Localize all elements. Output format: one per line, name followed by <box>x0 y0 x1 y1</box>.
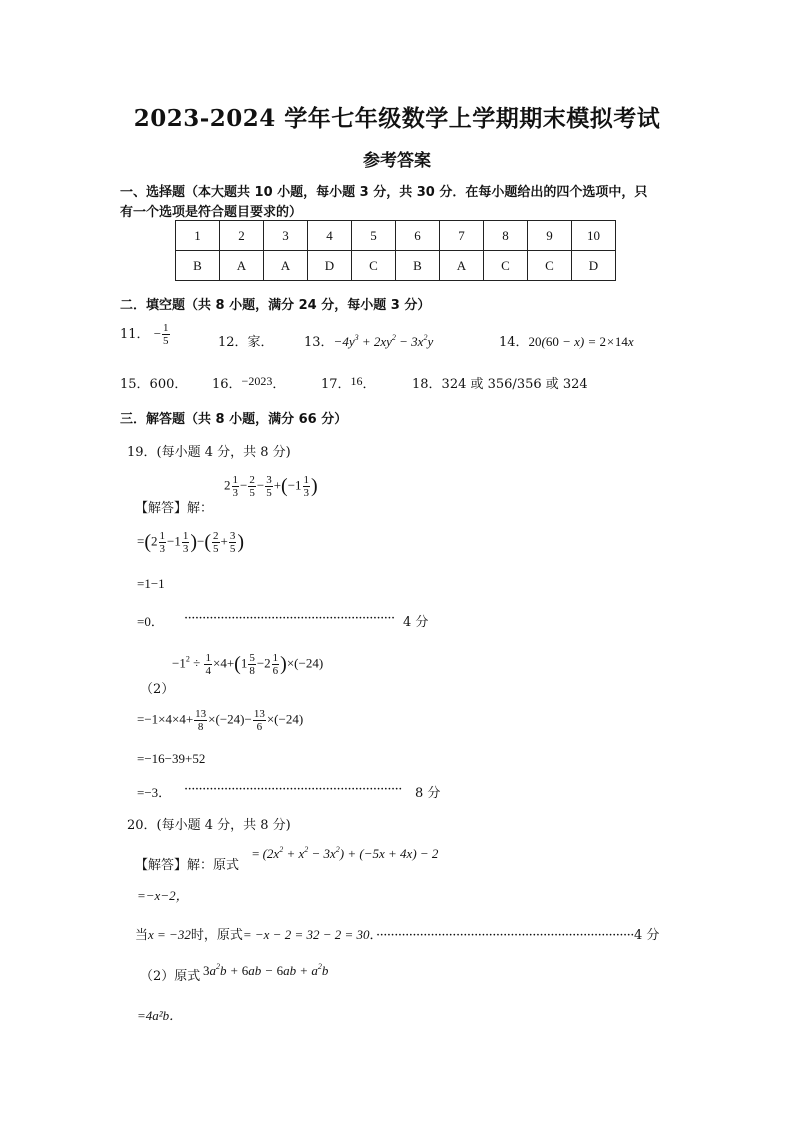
page-title: 2023-2024 学年七年级数学上学期期末模拟考试 <box>133 105 661 132</box>
q16-value: −2023 <box>241 374 273 388</box>
q19-line-4: =0． <box>137 614 164 629</box>
q12-answer: 12．家． <box>218 335 274 350</box>
section3-heading: 三．解答题（共 8 小题，满分 66 分） <box>120 412 348 427</box>
q19-score-1: 4 分 <box>403 615 429 630</box>
q19-part2-label: （2） <box>140 682 175 697</box>
q11-sign: − <box>153 326 162 341</box>
q20-expression-2: $3a^2b + 6ab - 6ab + a^2b$ <box>203 962 329 978</box>
q15-answer: 15．600． <box>120 377 188 392</box>
q19-line-6: =−1×4×4+ $\frac{13}{8}$ ×(−24)− $\frac{13}{6}$ ×(−24) <box>137 708 304 733</box>
q17-label: 17． <box>321 377 351 392</box>
q20-when: 当 <box>135 928 149 943</box>
q20-final: =4a²b． <box>137 1008 183 1023</box>
q19-heading: 19．(每小题 4 分，共 8 分) <box>127 445 291 460</box>
q17-value: 16 <box>350 374 363 388</box>
q20-part2-label: （2）原式 <box>140 969 201 984</box>
q20-when2: 时，原式 <box>190 928 243 943</box>
q13-expression: $-4y^3 + 2xy^2 - 3x^2y$ <box>333 333 434 349</box>
q16-answer: 16．−2023． <box>212 374 286 392</box>
q19-line-3: =1−1 <box>137 576 165 591</box>
q20-solve-label: 【解答】解：原式 <box>135 858 240 873</box>
table-cell: 2 <box>220 221 264 251</box>
q19-score-leader-1: ·························································· <box>184 611 395 626</box>
q11-label: 11． <box>120 327 150 342</box>
q11-answer <box>120 322 171 347</box>
q14-answer <box>499 331 634 350</box>
table-cell: 10 <box>572 221 616 251</box>
table-cell: A <box>440 251 484 281</box>
table-cell: C <box>352 251 396 281</box>
q19-score-2: 8 分 <box>415 786 441 801</box>
table-cell: 9 <box>528 221 572 251</box>
q13-label: 13． <box>304 335 334 350</box>
q11-fraction <box>162 322 170 347</box>
table-cell: D <box>572 251 616 281</box>
q13-answer <box>304 331 433 350</box>
section1-heading-line2: 有一个选项是符合题目要求的） <box>120 205 303 220</box>
q19-score-leader-2: ···························································· <box>184 782 402 797</box>
q14-label: 14． <box>499 335 529 350</box>
answer-table-answer-row <box>176 251 616 281</box>
section2-heading: 二．填空题（共 8 小题，满分 24 分，每小题 3 分） <box>120 298 431 313</box>
q14-expression: 20(60 − x) = 2×14x <box>528 334 634 349</box>
page-subtitle: 参考答案 <box>363 151 431 171</box>
table-cell: 3 <box>264 221 308 251</box>
table-cell: A <box>220 251 264 281</box>
table-cell: B <box>396 251 440 281</box>
q20-heading: 20．(每小题 4 分，共 8 分) <box>127 818 291 833</box>
q16-label: 16． <box>212 377 242 392</box>
table-cell: C <box>528 251 572 281</box>
table-cell: D <box>308 251 352 281</box>
q19-expression-1: 2 $\frac{1}{3}$ − $\frac{2}{5}$ − $\frac{3}{5}$ +(−1 $\frac{1}{3}$ ) <box>224 474 318 499</box>
table-cell: 1 <box>176 221 220 251</box>
q20-score-leader-1: ······································································· <box>376 928 634 943</box>
q11-numerator: 1 <box>163 322 169 334</box>
q20-line-3: 当x = −32时，原式= −x − 2 = 32 − 2 = 30．·······································································4 分 <box>135 927 660 943</box>
q19-solve-label: 【解答】解： <box>135 501 214 516</box>
q20-expression-1: = $(2x^2 + x^2 - 3x^2) + (-5x + 4x) - 2$ <box>252 845 439 861</box>
table-cell: 7 <box>440 221 484 251</box>
table-cell: 5 <box>352 221 396 251</box>
section1-heading-line1: 一、选择题（本大题共 10 小题，每小题 3 分，共 30 分．在每小题给出的四个选项中，只 <box>120 185 648 200</box>
table-cell: 6 <box>396 221 440 251</box>
q17-answer: 17．16． <box>321 374 376 392</box>
q19-line-2: =(2 $\frac{1}{3}$ −1 $\frac{1}{3}$ )−( $\frac{2}{5}$ + $\frac{3}{5}$ ) <box>137 530 245 555</box>
q18-answer: 18．324 或 356/356 或 324 <box>412 377 588 392</box>
table-cell: 8 <box>484 221 528 251</box>
q20-score-1: 4 分 <box>633 928 660 943</box>
table-cell: C <box>484 251 528 281</box>
q19-expression-2: $-1^2$ ÷ $\frac{1}{4}$ ×4+(1 $\frac{5}{8}$ −2 $\frac{1}{6}$ )×(−24) <box>172 652 324 677</box>
q11-denominator: 5 <box>163 335 169 347</box>
table-cell: B <box>176 251 220 281</box>
answer-table-number-row <box>176 221 616 251</box>
table-cell: 4 <box>308 221 352 251</box>
q20-line-2: =−x−2， <box>137 888 189 903</box>
q19-line-7: =−16−39+52 <box>137 751 206 766</box>
q19-line-8: =−3． <box>137 785 172 800</box>
answer-table <box>175 220 616 281</box>
table-cell: A <box>264 251 308 281</box>
